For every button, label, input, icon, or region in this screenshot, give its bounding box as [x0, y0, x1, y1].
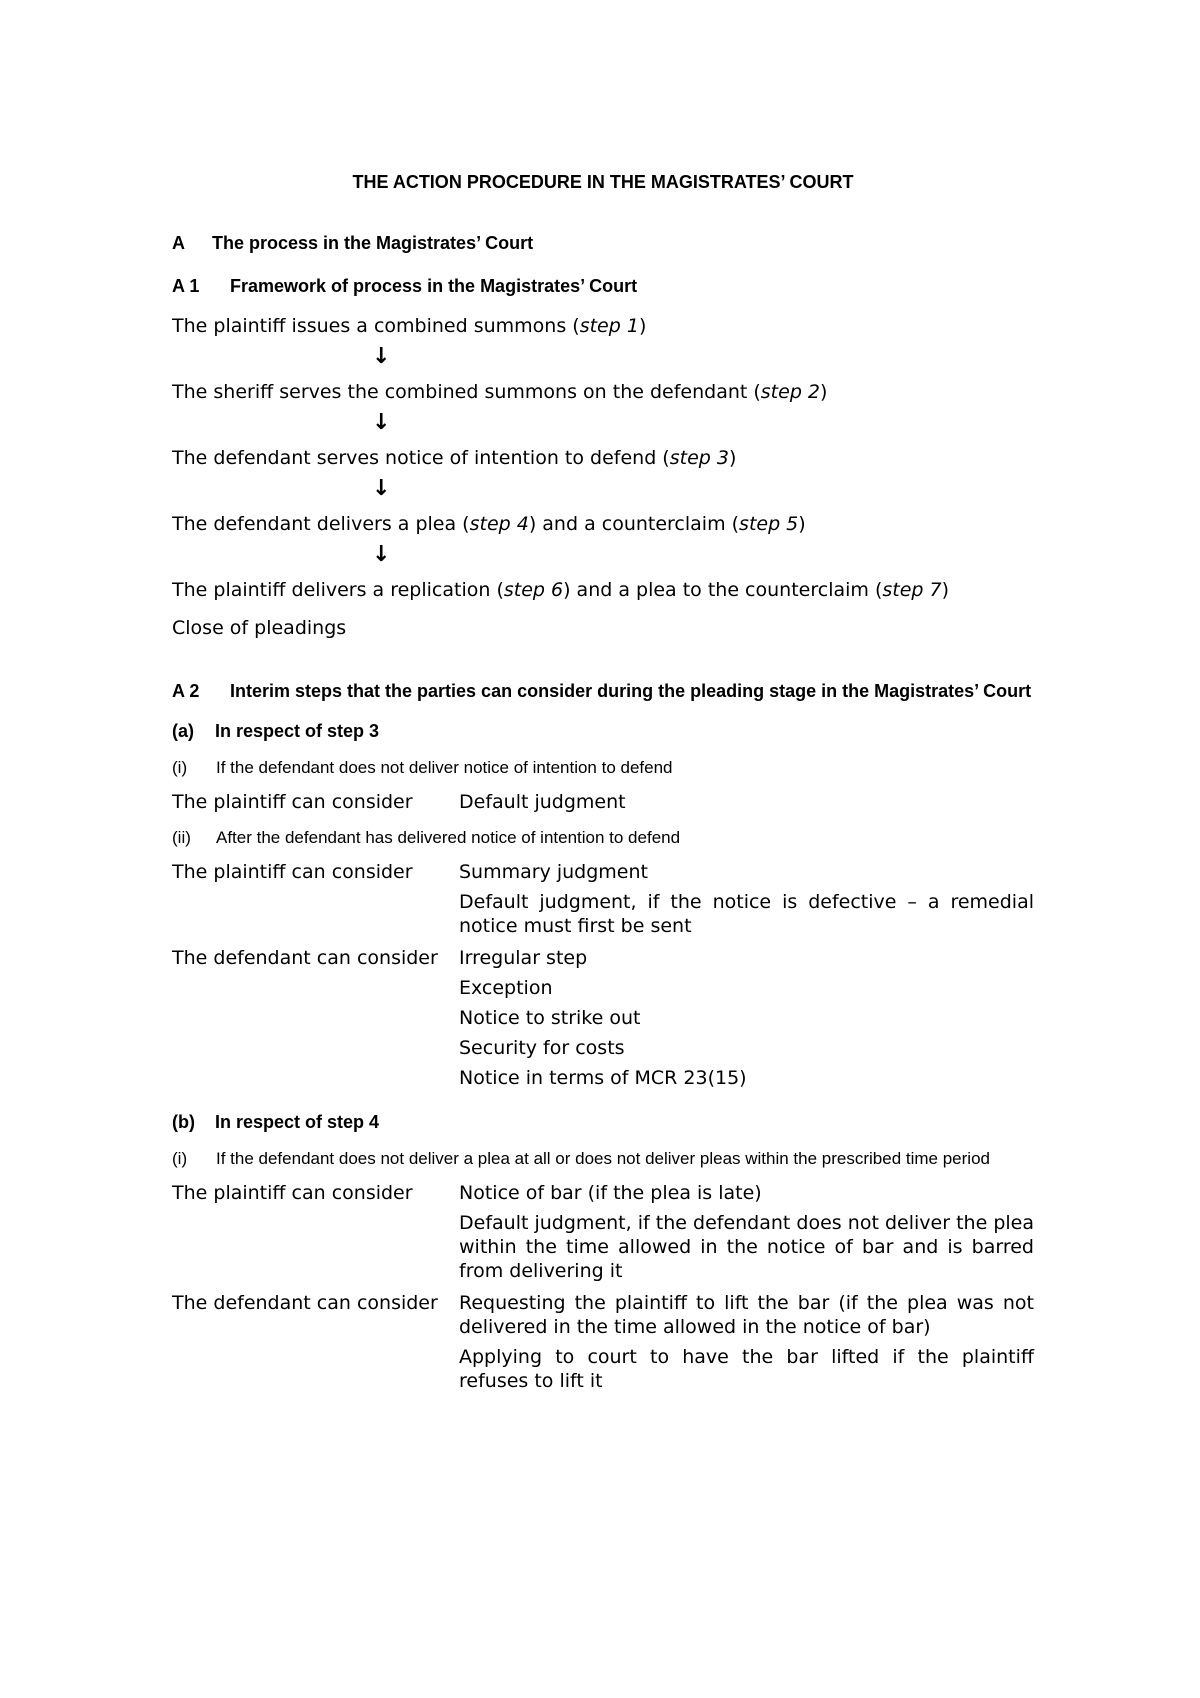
- section-a-heading: [172, 233, 1034, 254]
- subsection-a-heading: [172, 721, 1034, 742]
- flow-text: The plaintiff issues a combined summons (: [172, 315, 580, 337]
- flow-text: ) and a plea to the counterclaim (: [563, 579, 883, 601]
- section-a2-heading: [172, 679, 1034, 703]
- section-number: A 1: [172, 276, 200, 296]
- section-title: The process in the Magistrates’ Court: [212, 233, 534, 253]
- flow-text: ): [638, 315, 647, 337]
- step-label: step 7: [882, 579, 942, 601]
- flow-step-5: [172, 577, 1034, 603]
- flow-text: ): [798, 513, 806, 535]
- down-arrow-icon: ↓: [372, 542, 391, 567]
- flow-text: The plaintiff delivers a replication (: [172, 579, 504, 601]
- option-item: Summary judgment: [459, 861, 648, 883]
- condition-text: After the defendant has delivered notice of intention to defend: [216, 828, 681, 847]
- condition-number: (ii): [172, 828, 191, 847]
- option-item: Notice of bar (if the plea is late): [459, 1182, 762, 1204]
- option-item: Notice in terms of MCR 23(15): [459, 1067, 747, 1089]
- condition-text: If the defendant does not deliver a plea at all or does not deliver pleas within the prescribed time period: [216, 1149, 990, 1168]
- subsection-number: (b): [172, 1112, 195, 1132]
- section-title: Interim steps that the parties can consider during the pleading stage in the Magistrates’ Court: [230, 681, 1032, 701]
- flow-step-1: [172, 313, 1034, 339]
- options-list: [459, 1181, 1034, 1283]
- option-item: Applying to court to have the bar lifted if the plaintiff refuses to lift it: [459, 1346, 1034, 1392]
- options-row: [172, 946, 1034, 1090]
- party-label: The plaintiff can consider: [172, 861, 413, 883]
- flow-text: ): [941, 579, 950, 601]
- option-item: Exception: [459, 977, 553, 999]
- condition-a-i: [172, 756, 1034, 780]
- options-row: [172, 1181, 1034, 1283]
- party-label: The defendant can consider: [172, 947, 438, 969]
- flow-text: ): [820, 381, 828, 403]
- options-row: [172, 790, 1034, 814]
- document-page: [172, 172, 1034, 1393]
- options-list: [459, 1291, 1034, 1393]
- step-label: step 4: [469, 513, 529, 535]
- flow-text: The sheriff serves the combined summons on the defendant (: [172, 381, 761, 403]
- options-row: [172, 860, 1034, 938]
- flow-text: The defendant delivers a plea (: [172, 513, 470, 535]
- options-row: [172, 1291, 1034, 1393]
- condition-b-i: [172, 1147, 1034, 1171]
- flow-text: ) and a counterclaim (: [528, 513, 740, 535]
- step-label: step 5: [739, 513, 799, 535]
- step-label: step 3: [669, 447, 729, 469]
- flow-text: ): [728, 447, 737, 469]
- party-label: The defendant can consider: [172, 1292, 438, 1314]
- section-number: A 2: [172, 681, 200, 701]
- options-list: [459, 946, 1034, 1090]
- condition-number: (i): [172, 1149, 188, 1168]
- down-arrow-icon: ↓: [372, 476, 391, 501]
- step-label: step 2: [760, 381, 821, 403]
- step-label: step 6: [503, 579, 564, 601]
- flow-step-3: [172, 445, 1034, 471]
- section-a1-heading: [172, 276, 1034, 297]
- option-item: Notice to strike out: [459, 1007, 641, 1029]
- option-item: Requesting the plaintiff to lift the bar (if the plea was not delivered in the time allowed in the notice of bar): [459, 1292, 1034, 1338]
- condition-text: If the defendant does not deliver notice of intention to defend: [216, 758, 673, 777]
- subsection-number: (a): [172, 721, 194, 741]
- condition-a-ii: [172, 826, 1034, 850]
- option-item: Irregular step: [459, 947, 588, 969]
- options-list: [459, 790, 1034, 814]
- down-arrow-icon: ↓: [372, 410, 391, 435]
- options-list: [459, 860, 1034, 938]
- option-item: Default judgment, if the defendant does not deliver the plea within the time allowed in the notice of bar and is barred from delivering it: [459, 1212, 1034, 1282]
- down-arrow-icon: ↓: [372, 344, 391, 369]
- option-item: Security for costs: [459, 1037, 625, 1059]
- close-of-pleadings: Close of pleadings: [172, 617, 347, 639]
- condition-number: (i): [172, 758, 188, 777]
- step-label: step 1: [579, 315, 639, 337]
- party-label: The plaintiff can consider: [172, 791, 413, 813]
- option-item: Default judgment, if the notice is defective – a remedial notice must first be sent: [459, 891, 1034, 937]
- page-title: THE ACTION PROCEDURE IN THE MAGISTRATES’ COURT: [352, 172, 854, 192]
- flow-text: The defendant serves notice of intention to defend (: [172, 447, 670, 469]
- section-number: A: [172, 233, 185, 253]
- section-title: Framework of process in the Magistrates’ Court: [230, 276, 638, 296]
- flow-step-4: [172, 511, 1034, 537]
- flow-step-2: [172, 379, 1034, 405]
- option-item: Default judgment: [459, 791, 626, 813]
- subsection-title: In respect of step 4: [215, 1112, 380, 1132]
- subsection-title: In respect of step 3: [215, 721, 380, 741]
- party-label: The plaintiff can consider: [172, 1182, 413, 1204]
- subsection-b-heading: [172, 1112, 1034, 1133]
